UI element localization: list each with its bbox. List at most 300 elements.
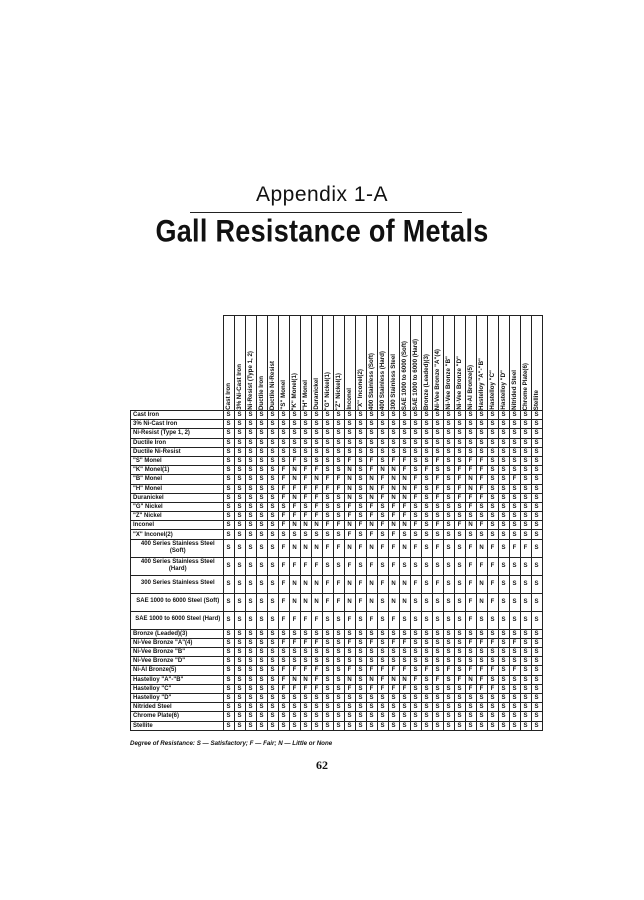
table-cell: S xyxy=(498,512,509,521)
table-cell: S xyxy=(443,539,454,557)
column-header-label: Ni-Vee Bronze "B" xyxy=(445,356,452,410)
table-cell: S xyxy=(476,512,487,521)
table-cell: S xyxy=(410,502,421,511)
table-cell: S xyxy=(443,420,454,429)
table-cell: F xyxy=(465,557,476,575)
table-cell: S xyxy=(432,466,443,475)
table-cell: S xyxy=(421,629,432,638)
table-cell: F xyxy=(300,666,311,675)
table-cell: S xyxy=(498,648,509,657)
table-cell: S xyxy=(421,703,432,712)
table-cell: S xyxy=(256,512,267,521)
table-cell: F xyxy=(366,638,377,647)
table-cell: S xyxy=(509,512,520,521)
table-cell: S xyxy=(377,611,388,629)
table-cell: S xyxy=(421,438,432,447)
table-cell: F xyxy=(377,666,388,675)
table-cell: F xyxy=(476,475,487,484)
row-header: Duranickel xyxy=(131,493,224,502)
table-cell: S xyxy=(355,657,366,666)
table-cell: F xyxy=(289,684,300,693)
table-cell: S xyxy=(410,721,421,730)
table-cell: S xyxy=(509,721,520,730)
table-cell: S xyxy=(333,657,344,666)
table-cell: S xyxy=(410,684,421,693)
table-cell: S xyxy=(487,493,498,502)
table-cell: F xyxy=(278,575,289,593)
table-cell: S xyxy=(388,629,399,638)
row-header: Ductile Iron xyxy=(131,438,224,447)
table-cell: N xyxy=(366,593,377,611)
table-cell: F xyxy=(366,466,377,475)
row-header: Hastelloy "C" xyxy=(131,684,224,693)
table-cell: N xyxy=(300,539,311,557)
table-cell: S xyxy=(311,657,322,666)
table-cell: S xyxy=(377,657,388,666)
column-header xyxy=(432,316,443,411)
table-cell: F xyxy=(487,539,498,557)
table-cell: S xyxy=(443,712,454,721)
table-cell: S xyxy=(399,411,410,420)
table-cell: S xyxy=(278,447,289,456)
table-cell: S xyxy=(377,447,388,456)
column-header-label: SAE 1000 to 6000 (Hard) xyxy=(412,338,419,410)
table-cell: N xyxy=(289,539,300,557)
table-cell: S xyxy=(223,611,234,629)
table-cell: F xyxy=(509,638,520,647)
table-cell: S xyxy=(355,666,366,675)
table-cell: S xyxy=(476,611,487,629)
table-cell: S xyxy=(300,693,311,702)
table-cell: F xyxy=(355,593,366,611)
table-cell: F xyxy=(289,456,300,465)
column-header xyxy=(498,316,509,411)
table-cell: N xyxy=(311,521,322,530)
column-header-label: Stellite xyxy=(533,389,540,410)
column-header-label: 400 Stainless (Soft) xyxy=(368,352,375,410)
table-row xyxy=(131,521,543,530)
table-cell: S xyxy=(322,530,333,539)
table-cell: S xyxy=(223,502,234,511)
table-cell: S xyxy=(377,712,388,721)
table-cell: S xyxy=(322,657,333,666)
table-cell: S xyxy=(498,703,509,712)
table-cell: S xyxy=(520,712,531,721)
table-cell: S xyxy=(223,521,234,530)
table-cell: S xyxy=(509,611,520,629)
table-cell: N xyxy=(388,675,399,684)
table-cell: S xyxy=(256,648,267,657)
table-cell: S xyxy=(322,466,333,475)
table-corner xyxy=(131,316,224,411)
table-cell: S xyxy=(465,648,476,657)
table-cell: N xyxy=(289,475,300,484)
table-cell: N xyxy=(388,484,399,493)
table-cell: S xyxy=(487,693,498,702)
column-header-label: Hastelloy "D" xyxy=(500,370,507,410)
table-cell: F xyxy=(410,575,421,593)
table-cell: S xyxy=(443,530,454,539)
table-cell: S xyxy=(223,593,234,611)
table-cell: S xyxy=(256,493,267,502)
table-cell: N xyxy=(344,484,355,493)
table-cell: S xyxy=(278,502,289,511)
table-cell: S xyxy=(333,530,344,539)
row-header: "X" Inconel(2) xyxy=(131,530,224,539)
table-cell: N xyxy=(344,539,355,557)
table-body xyxy=(131,411,543,731)
table-cell: F xyxy=(476,484,487,493)
table-cell: N xyxy=(465,521,476,530)
table-cell: S xyxy=(322,638,333,647)
table-cell: S xyxy=(256,575,267,593)
table-cell: S xyxy=(322,502,333,511)
table-cell: F xyxy=(410,493,421,502)
table-cell: S xyxy=(520,721,531,730)
table-cell: S xyxy=(443,521,454,530)
table-cell: F xyxy=(476,684,487,693)
table-cell: S xyxy=(267,638,278,647)
row-header: Inconel xyxy=(131,521,224,530)
table-cell: S xyxy=(410,411,421,420)
table-cell: S xyxy=(366,721,377,730)
table-cell: N xyxy=(344,593,355,611)
table-cell: S xyxy=(322,721,333,730)
table-cell: F xyxy=(432,575,443,593)
table-cell: F xyxy=(399,638,410,647)
table-cell: F xyxy=(487,666,498,675)
table-cell: S xyxy=(487,530,498,539)
table-cell: S xyxy=(245,420,256,429)
table-cell: S xyxy=(520,684,531,693)
table-cell: S xyxy=(531,502,542,511)
table-cell: S xyxy=(465,657,476,666)
column-header xyxy=(454,316,465,411)
table-cell: S xyxy=(344,648,355,657)
column-header-label: Ni-Vee Bronze "D" xyxy=(456,356,463,410)
table-cell: S xyxy=(498,666,509,675)
table-cell: S xyxy=(355,703,366,712)
table-cell: S xyxy=(333,557,344,575)
table-cell: S xyxy=(531,429,542,438)
table-cell: S xyxy=(245,666,256,675)
table-cell: S xyxy=(289,693,300,702)
table-cell: F xyxy=(454,675,465,684)
column-header-label: Chrome Plate(6) xyxy=(522,362,529,410)
table-cell: S xyxy=(432,657,443,666)
table-cell: S xyxy=(267,411,278,420)
table-cell: S xyxy=(498,484,509,493)
table-cell: N xyxy=(300,521,311,530)
table-cell: S xyxy=(267,611,278,629)
table-row xyxy=(131,420,543,429)
table-cell: S xyxy=(355,648,366,657)
table-cell: S xyxy=(278,703,289,712)
table-cell: S xyxy=(520,456,531,465)
table-row xyxy=(131,666,543,675)
table-row xyxy=(131,693,543,702)
table-cell: F xyxy=(333,593,344,611)
table-cell: S xyxy=(234,420,245,429)
table-cell: S xyxy=(256,429,267,438)
table-cell: F xyxy=(465,684,476,693)
table-cell: S xyxy=(256,521,267,530)
table-cell: S xyxy=(388,411,399,420)
table-row xyxy=(131,703,543,712)
table-cell: S xyxy=(344,420,355,429)
table-cell: S xyxy=(454,629,465,638)
table-cell: S xyxy=(234,438,245,447)
table-cell: S xyxy=(454,429,465,438)
table-cell: S xyxy=(476,693,487,702)
table-cell: F xyxy=(476,666,487,675)
table-cell: N xyxy=(377,466,388,475)
table-cell: S xyxy=(498,466,509,475)
table-cell: F xyxy=(300,684,311,693)
table-cell: S xyxy=(520,466,531,475)
table-cell: N xyxy=(476,539,487,557)
table-cell: S xyxy=(443,493,454,502)
table-cell: S xyxy=(388,429,399,438)
table-cell: F xyxy=(465,493,476,502)
table-cell: S xyxy=(509,466,520,475)
table-cell: N xyxy=(366,521,377,530)
table-cell: F xyxy=(322,484,333,493)
column-header xyxy=(465,316,476,411)
appendix-label: Appendix 1-A xyxy=(255,183,389,206)
table-cell: N xyxy=(311,593,322,611)
table-cell: F xyxy=(487,638,498,647)
table-cell: S xyxy=(278,629,289,638)
table-cell: S xyxy=(366,693,377,702)
table-cell: S xyxy=(498,684,509,693)
table-cell: S xyxy=(278,657,289,666)
table-cell: N xyxy=(476,593,487,611)
table-cell: S xyxy=(322,611,333,629)
table-cell: F xyxy=(377,521,388,530)
column-header xyxy=(509,316,520,411)
table-cell: N xyxy=(344,493,355,502)
table-cell: S xyxy=(388,438,399,447)
table-cell: F xyxy=(300,484,311,493)
column-header xyxy=(267,316,278,411)
table-cell: F xyxy=(465,593,476,611)
table-cell: S xyxy=(531,629,542,638)
table-cell: S xyxy=(421,712,432,721)
table-cell: S xyxy=(333,703,344,712)
table-cell: F xyxy=(476,456,487,465)
table-cell: S xyxy=(267,456,278,465)
table-cell: S xyxy=(289,629,300,638)
table-cell: S xyxy=(344,721,355,730)
table-cell: N xyxy=(311,539,322,557)
table-cell: F xyxy=(454,484,465,493)
table-cell: S xyxy=(311,693,322,702)
table-cell: F xyxy=(311,466,322,475)
table-cell: S xyxy=(311,648,322,657)
table-cell: S xyxy=(322,429,333,438)
table-cell: S xyxy=(487,438,498,447)
table-cell: S xyxy=(498,420,509,429)
table-cell: S xyxy=(443,429,454,438)
table-cell: S xyxy=(443,502,454,511)
table-cell: F xyxy=(366,512,377,521)
table-cell: S xyxy=(355,629,366,638)
table-cell: F xyxy=(465,611,476,629)
page-title: Gall Resistance of Metals xyxy=(155,213,489,249)
row-header: Bronze (Leaded)(3) xyxy=(131,629,224,638)
table-cell: S xyxy=(465,693,476,702)
table-cell: S xyxy=(234,557,245,575)
table-cell: F xyxy=(344,684,355,693)
table-cell: S xyxy=(531,420,542,429)
table-cell: S xyxy=(223,657,234,666)
table-cell: S xyxy=(421,593,432,611)
table-cell: F xyxy=(487,684,498,693)
row-header: "B" Monel xyxy=(131,475,224,484)
table-cell: S xyxy=(245,411,256,420)
table-cell: S xyxy=(531,593,542,611)
table-cell: S xyxy=(355,493,366,502)
table-cell: S xyxy=(377,502,388,511)
table-cell: S xyxy=(322,456,333,465)
table-cell: S xyxy=(443,484,454,493)
table-cell: S xyxy=(223,684,234,693)
table-cell: S xyxy=(355,438,366,447)
table-cell: F xyxy=(333,575,344,593)
table-cell: S xyxy=(311,456,322,465)
table-cell: S xyxy=(333,712,344,721)
table-cell: S xyxy=(366,629,377,638)
table-cell: S xyxy=(366,703,377,712)
table-cell: S xyxy=(509,557,520,575)
table-cell: S xyxy=(498,493,509,502)
table-cell: S xyxy=(509,629,520,638)
table-cell: S xyxy=(465,721,476,730)
table-cell: F xyxy=(289,557,300,575)
table-cell: S xyxy=(245,521,256,530)
table-cell: S xyxy=(300,429,311,438)
table-cell: F xyxy=(476,521,487,530)
table-cell: N xyxy=(344,675,355,684)
table-row xyxy=(131,466,543,475)
table-cell: F xyxy=(410,521,421,530)
table-cell: S xyxy=(245,456,256,465)
table-cell: S xyxy=(421,456,432,465)
table-cell: S xyxy=(520,611,531,629)
table-cell: S xyxy=(234,638,245,647)
table-cell: F xyxy=(311,512,322,521)
table-cell: S xyxy=(234,675,245,684)
table-row xyxy=(131,638,543,647)
table-cell: F xyxy=(278,666,289,675)
table-cell: F xyxy=(300,512,311,521)
table-cell: F xyxy=(344,638,355,647)
table-cell: S xyxy=(234,512,245,521)
table-cell: S xyxy=(322,629,333,638)
table-cell: N xyxy=(344,575,355,593)
table-cell: S xyxy=(322,438,333,447)
column-header xyxy=(245,316,256,411)
table-cell: S xyxy=(421,638,432,647)
table-cell: S xyxy=(289,703,300,712)
table-cell: N xyxy=(476,575,487,593)
table-cell: S xyxy=(333,721,344,730)
table-cell: S xyxy=(256,684,267,693)
table-cell: S xyxy=(322,447,333,456)
table-cell: F xyxy=(465,638,476,647)
table-cell: S xyxy=(476,657,487,666)
table-cell: S xyxy=(256,466,267,475)
table-cell: S xyxy=(443,456,454,465)
table-cell: S xyxy=(245,712,256,721)
table-cell: S xyxy=(509,648,520,657)
table-cell: S xyxy=(234,629,245,638)
row-header: 3% Ni-Cast Iron xyxy=(131,420,224,429)
table-cell: S xyxy=(223,512,234,521)
table-row xyxy=(131,475,543,484)
column-header-label: "H" Monel xyxy=(302,380,309,410)
table-cell: S xyxy=(498,721,509,730)
table-cell: S xyxy=(333,684,344,693)
table-cell: N xyxy=(289,575,300,593)
table-cell: S xyxy=(454,530,465,539)
table-cell: N xyxy=(465,475,476,484)
table-cell: S xyxy=(366,447,377,456)
table-cell: S xyxy=(234,666,245,675)
table-cell: S xyxy=(344,429,355,438)
table-cell: S xyxy=(476,530,487,539)
table-cell: S xyxy=(465,629,476,638)
table-cell: S xyxy=(476,447,487,456)
table-cell: F xyxy=(311,493,322,502)
table-cell: S xyxy=(421,657,432,666)
table-cell: S xyxy=(421,475,432,484)
table-cell: F xyxy=(344,502,355,511)
table-cell: S xyxy=(245,447,256,456)
table-cell: S xyxy=(267,429,278,438)
table-cell: S xyxy=(498,712,509,721)
table-cell: S xyxy=(267,530,278,539)
table-row xyxy=(131,411,543,420)
table-cell: S xyxy=(234,456,245,465)
table-cell: F xyxy=(344,611,355,629)
table-cell: S xyxy=(267,512,278,521)
table-cell: S xyxy=(245,703,256,712)
table-cell: S xyxy=(278,648,289,657)
table-cell: S xyxy=(520,575,531,593)
table-cell: S xyxy=(300,447,311,456)
table-cell: S xyxy=(322,703,333,712)
table-cell: S xyxy=(256,657,267,666)
table-cell: S xyxy=(223,484,234,493)
table-cell: S xyxy=(410,530,421,539)
table-cell: S xyxy=(465,512,476,521)
table-cell: S xyxy=(476,721,487,730)
table-cell: S xyxy=(223,648,234,657)
table-cell: S xyxy=(421,429,432,438)
table-cell: S xyxy=(443,657,454,666)
table-cell: S xyxy=(234,575,245,593)
table-cell: S xyxy=(399,438,410,447)
table-cell: S xyxy=(443,512,454,521)
table-cell: S xyxy=(454,721,465,730)
table-cell: S xyxy=(531,648,542,657)
table-cell: F xyxy=(311,502,322,511)
table-cell: F xyxy=(322,521,333,530)
table-cell: S xyxy=(399,557,410,575)
table-cell: S xyxy=(432,638,443,647)
